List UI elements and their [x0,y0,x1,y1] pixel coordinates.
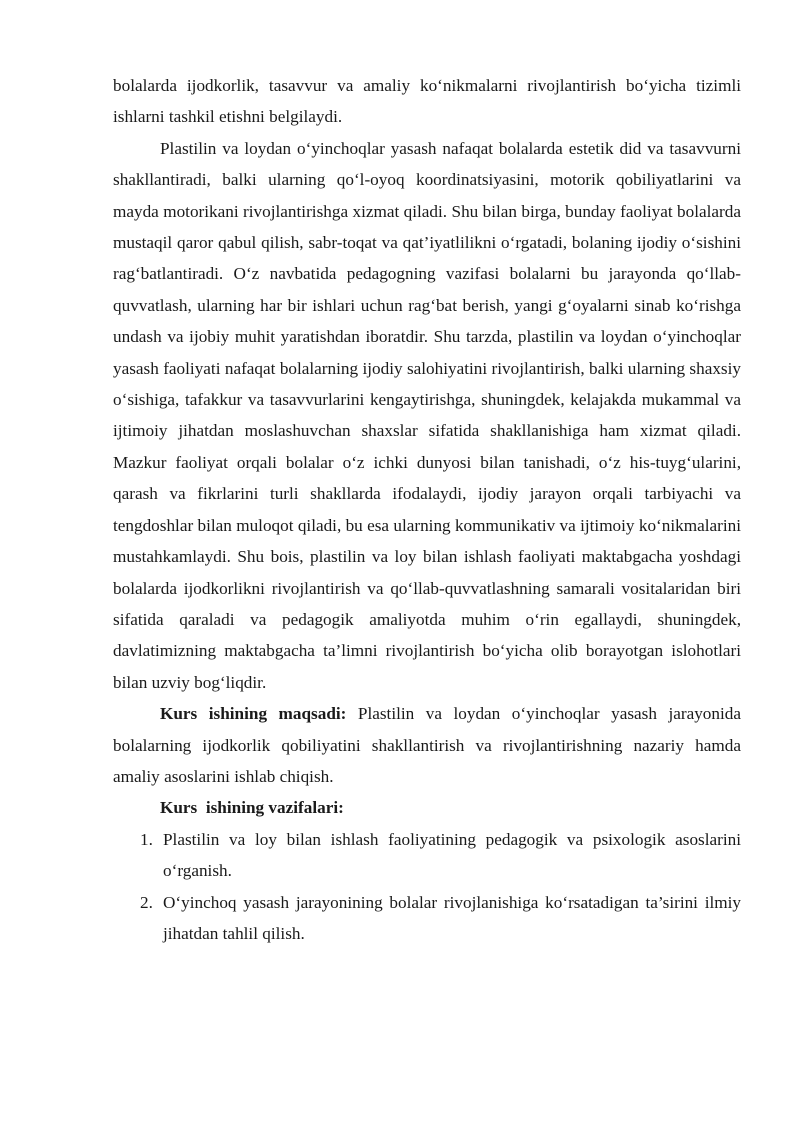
paragraph-body: Plastilin va loydan o‘yinchoqlar yasash nafaqat bolalarda estetik did va tasavvurni shakllantiradi, balki ularning qo‘l-oyoq koordinatsiyasini, motorik qobiliyatlarini va mayda motorikani rivojlantirishga xizmat qiladi. Shu bilan birga, bunday faoliyat bolalarda mustaqil qaror qabul qilish, sabr-toqat va qat’iyatlilikni o‘rgatadi, bolaning ijodiy o‘sishini rag‘batlantiradi. O‘z navbatida pedagogning vazifasi bolalarni bu jarayonda qo‘llab-quvvatlash, ularning har bir ishlari uchun rag‘bat berish, yangi g‘oyalarni sinab ko‘rishga undash va ijobiy muhit yaratishdan iboratdir. Shu tarzda, plastilin va loydan o‘yinchoqlar yasash faoliyati nafaqat bolalarning ijodiy salohiyatini rivojlantirish, balki ularning shaxsiy o‘sishiga, tafakkur va tasavvurlarini kengaytirishga, shuningdek, kelajakda mukammal va ijtimoiy jihatdan moslashuvchan shaxslar sifatida shakllanishiga ham xizmat qiladi. Mazkur faoliyat orqali bolalar o‘z ichki dunyosi bilan tanishadi, o‘z his-tuyg‘ularini, qarash va fikrlarini turli shakllarda ifodalaydi, ijodiy jarayon orqali tarbiyachi va tengdoshlar bilan muloqot qiladi, bu esa ularning kommunikativ va ijtimoiy ko‘nikmalarini mustahkamlaydi. Shu bois, plastilin va loy bilan ishlash faoliyati maktabgacha yoshdagi bolalarda ijodkorlikni rivojlantirish va qo‘llab-quvvatlashning samarali vositalaridan biri sifatida qaraladi va pedagogik amaliyotda muhim o‘rin egallaydi, shuningdek, davlatimizning maktabgacha ta’limni rivojlantirish bo‘yicha olib borayotgan islohotlari bilan uzviy bog‘liqdir. [113,138,741,692]
list-item-text: O‘yinchoq yasash jarayonining bolalar rivojlanishiga ko‘rsatadigan ta’sirini ilmiy jihatdan tahlil qilish. [163,892,741,943]
goal-text: Plastilin va loydan o‘yinchoqlar yasash jarayonida bolalarning ijodkorlik qobiliyatini shakllantirish va rivojlantirishning nazariy hamda amaliy asoslarini ishlab chiqish. [113,704,741,786]
list-item [113,824,741,887]
tasks-heading: Kurs ishining vazifalari: [160,798,344,818]
list-item [113,887,741,950]
document-page [113,70,741,949]
tasks-list [113,824,741,950]
goal-label: Kurs ishining maqsadi: [160,704,347,724]
goal-paragraph [113,698,741,792]
list-item-number: 2. [140,892,153,912]
paragraph-continuation: bolalarda ijodkorlik, tasavvur va amaliy ko‘nikmalarni rivojlantirish bo‘yicha tizimli ishlarni tashkil etishni belgilaydi. [113,76,741,127]
list-item-number: 1. [140,829,153,849]
list-item-text: Plastilin va loy bilan ishlash faoliyatining pedagogik va psixologik asoslarini o‘rganish. [163,829,741,881]
